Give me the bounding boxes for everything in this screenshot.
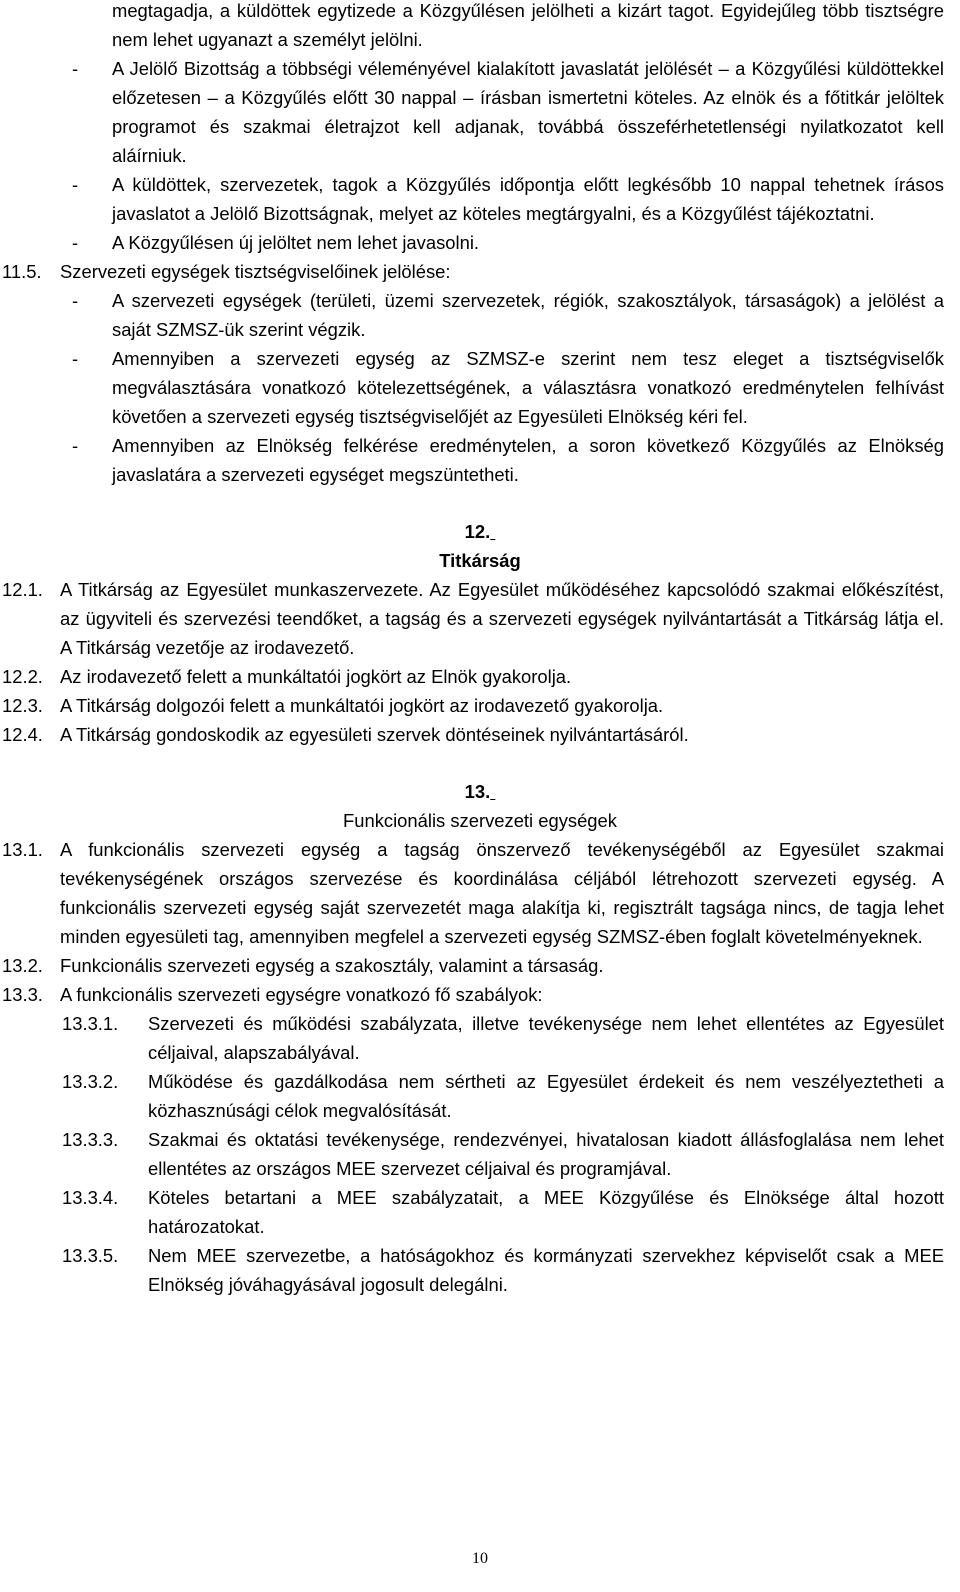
chapter-number-underline — [490, 521, 495, 542]
chapter-13-number — [0, 777, 960, 806]
bullet-text: A szervezeti egységek (területi, üzemi szervezetek, régiók, szakosztályok, társaságok) a jelölést a saját SZMSZ-ük szerint végzik. — [112, 290, 944, 340]
numbered-item — [0, 720, 960, 749]
sub-item-number: 13.3.1. — [62, 1013, 119, 1034]
bullet-marker: - — [72, 174, 79, 195]
item-text: Az irodavezető felett a munkáltatói jogkört az Elnök gyakorolja. — [60, 666, 572, 687]
bullet-item — [0, 170, 960, 228]
section-number: 11.5. — [2, 261, 42, 282]
item-number: 12.3. — [2, 695, 43, 716]
item-number: 12.2. — [2, 666, 43, 687]
item-number: 13.3. — [2, 984, 43, 1005]
item-number: 13.1. — [2, 839, 43, 860]
sub-item — [0, 1183, 960, 1241]
bullet-marker: - — [72, 290, 79, 311]
continuation-paragraph: megtagadja, a küldöttek egytizede a Közgyűlésen jelölheti a kizárt tagot. Egyidejűleg több tisztségre nem lehet ugyanazt a személyt jelölni. — [112, 0, 944, 50]
sub-item-text: Működése és gazdálkodása nem sértheti az Egyesület érdekeit és nem veszélyeztetheti a közhasznúsági célok megvalósítását. — [148, 1071, 944, 1121]
item-text: A funkcionális szervezeti egység a tagság önszervező tevékenységéből az Egyesület szakmai tevékenységének országos szervezése és koordinálása céljából létrehozott szervezeti egység. A funkcionális szervezeti egység saját szervezetét maga alakítja ki, regisztrált tagsága nincs, de tagja lehet minden egyesületi tag, amennyiben megfelel a szervezeti egység SZMSZ-ében foglalt követelményeknek. — [60, 839, 944, 947]
numbered-item — [0, 691, 960, 720]
numbered-item — [0, 662, 960, 691]
bullet-item — [0, 228, 960, 257]
sub-item-number: 13.3.2. — [62, 1071, 119, 1092]
bullet-item — [0, 431, 960, 489]
sub-item — [0, 1125, 960, 1183]
sub-item — [0, 1241, 960, 1299]
chapter-12-title: Titkárság — [439, 550, 521, 571]
page-number: 10 — [472, 1550, 488, 1567]
item-text: A Titkárság dolgozói felett a munkáltatói jogkört az irodavezető gyakorolja. — [60, 695, 664, 716]
bullet-marker: - — [72, 232, 79, 253]
chapter-13-title: Funkcionális szervezeti egységek — [343, 810, 617, 831]
sub-item — [0, 1009, 960, 1067]
item-number: 13.2. — [2, 955, 43, 976]
bullet-text: A Közgyűlésen új jelöltet nem lehet javasolni. — [112, 232, 480, 253]
sub-item-text: Szervezeti és működési szabályzata, illetve tevékenysége nem lehet ellentétes az Egyesület céljaival, alapszabályával. — [148, 1013, 944, 1063]
bullet-item — [0, 286, 960, 344]
sub-item — [0, 1067, 960, 1125]
bullet-item — [0, 54, 960, 170]
item-number: 12.4. — [2, 724, 43, 745]
numbered-item — [0, 835, 960, 951]
section-title: Szervezeti egységek tisztségviselőinek jelölése: — [60, 261, 451, 282]
chapter-12-number — [0, 517, 960, 546]
sub-item-number: 13.3.4. — [62, 1187, 119, 1208]
bullet-marker: - — [72, 435, 79, 456]
item-text: A Titkárság gondoskodik az egyesületi szervek döntéseinek nyilvántartásáról. — [60, 724, 689, 745]
sub-item-text: Nem MEE szervezetbe, a hatóságokhoz és kormányzati szervekhez képviselőt csak a MEE Elnökség jóváhagyásával jogosult delegálni. — [148, 1245, 944, 1295]
bullet-item — [0, 344, 960, 431]
bullet-marker: - — [72, 348, 79, 369]
chapter-number-underline — [490, 781, 495, 802]
numbered-item — [0, 980, 960, 1009]
numbered-item — [0, 575, 960, 662]
numbered-item — [0, 951, 960, 980]
spacer — [0, 749, 960, 777]
bullet-text: A Jelölő Bizottság a többségi véleményével kialakított javaslatát jelölését – a Közgyűlési küldöttekkel előzetesen – a Közgyűlés előtt 30 nappal – írásban ismertetni köteles. Az elnök és a főtitkár jelöltek programot és szakmai életrajzot kell adjanak, továbbá összeférhetetlenségi nyilatkozatot kell aláírniuk. — [112, 58, 944, 166]
item-text: A Titkárság az Egyesület munkaszervezete. Az Egyesület működéséhez kapcsolódó szakmai előkészítést, az ügyviteli és szervezési teendőket, a tagság és a szervezeti egységek nyilvántartását a Titkárság látja el. A Titkárság vezetője az irodavezető. — [60, 579, 944, 658]
sub-item-text: Szakmai és oktatási tevékenysége, rendezvényei, hivatalosan kiadott állásfoglalása nem lehet ellentétes az országos MEE szervezet céljaival és programjával. — [148, 1129, 944, 1179]
spacer — [0, 489, 960, 517]
item-text: A funkcionális szervezeti egységre vonatkozó fő szabályok: — [60, 984, 543, 1005]
chapter-number: 12. — [464, 521, 491, 542]
sub-item-number: 13.3.5. — [62, 1245, 119, 1266]
chapter-number: 13. — [464, 781, 491, 802]
sub-item-text: Köteles betartani a MEE szabályzatait, a MEE Közgyűlése és Elnöksége által hozott határozatokat. — [148, 1187, 944, 1237]
section-11-5-heading — [0, 257, 960, 286]
sub-item-number: 13.3.3. — [62, 1129, 119, 1150]
bullet-text: Amennyiben az Elnökség felkérése eredménytelen, a soron következő Közgyűlés az Elnökség javaslatára a szervezeti egységet megszüntetheti. — [112, 435, 944, 485]
item-text: Funkcionális szervezeti egység a szakosztály, valamint a társaság. — [60, 955, 604, 976]
item-number: 12.1. — [2, 579, 43, 600]
bullet-text: A küldöttek, szervezetek, tagok a Közgyűlés időpontja előtt legkésőbb 10 nappal tehetnek írásos javaslatot a Jelölő Bizottságnak, melyet az köteles megtárgyalni, és a Közgyűlést tájékoztatni. — [112, 174, 944, 224]
bullet-text: Amennyiben a szervezeti egység az SZMSZ-e szerint nem tesz eleget a tisztségviselők megválasztására vonatkozó kötelezettségének, a választásra vonatkozó eredménytelen felhívást követően a szervezeti egység tisztségviselőjét az Egyesületi Elnökség kéri fel. — [112, 348, 944, 427]
bullet-marker: - — [72, 58, 79, 79]
